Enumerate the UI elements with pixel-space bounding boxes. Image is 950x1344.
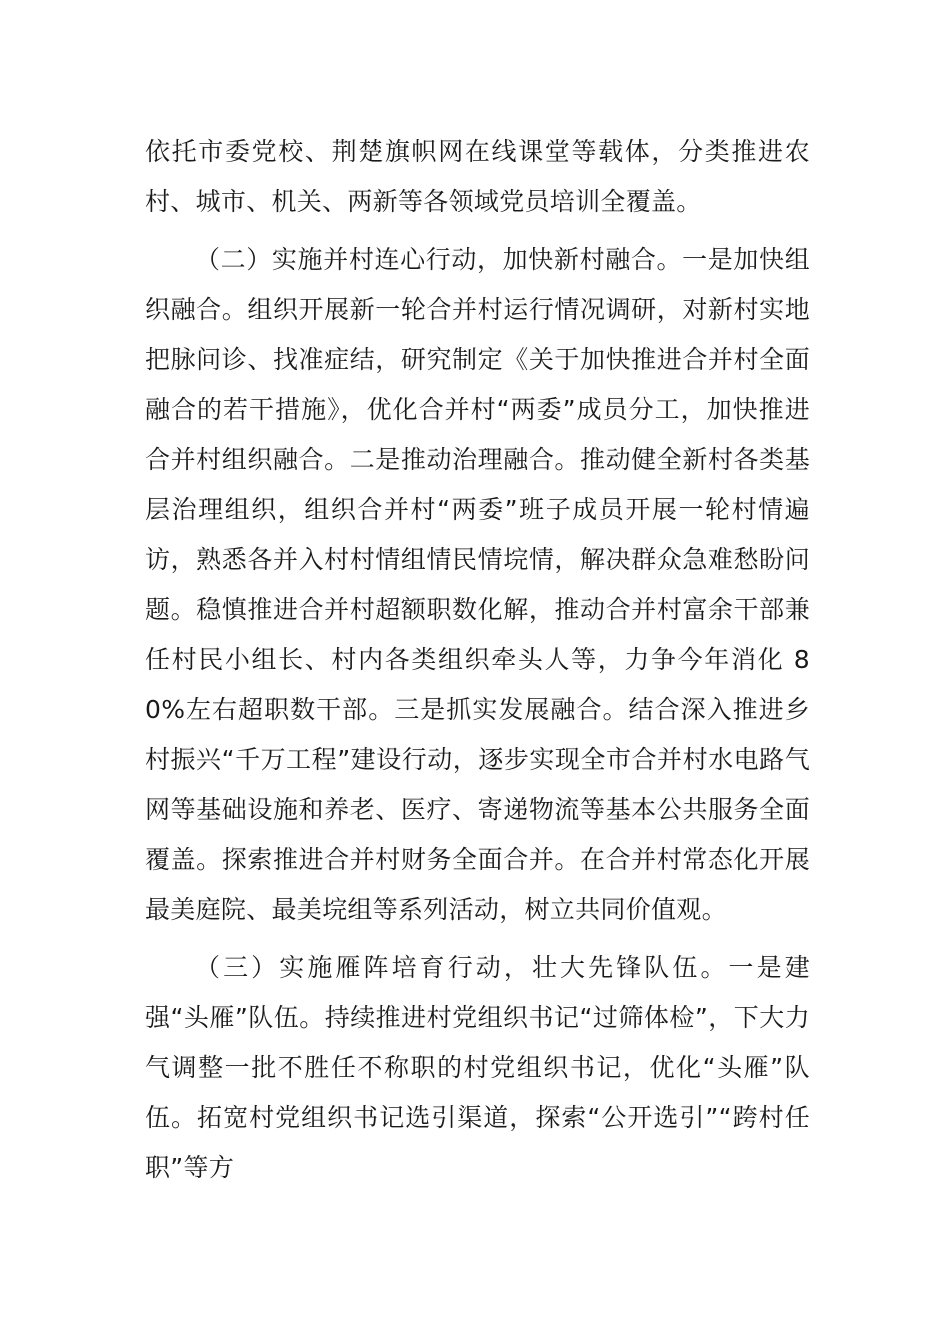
document-body <box>145 127 810 1201</box>
paragraph-section-3: （三）实施雁阵培育行动，壮大先锋队伍。一是建强“头雁”队伍。持续推进村党组织书记“过筛体检”，下大力气调整一批不胜任不称职的村党组织书记，优化“头雁”队伍。拓宽村党组织书记选引渠道，探索“公开选引”“跨村任职”等方 <box>145 953 810 1182</box>
paragraph-section-2: （二）实施并村连心行动，加快新村融合。一是加快组织融合。组织开展新一轮合并村运行情况调研，对新村实地把脉问诊、找准症结，研究制定《关于加快推进合并村全面融合的若干措施》，优化合并村“两委”成员分工，加快推进合并村组织融合。二是推动治理融合。推动健全新村各类基层治理组织，组织合并村“两委”班子成员开展一轮村情遍访，熟悉各并入村村情组情民情垸情，解决群众急难愁盼问题。稳慎推进合并村超额职数化解，推动合并村富余干部兼任村民小组长、村内各类组织牵头人等，力争今年消化 80%左右超职数干部。三是抓实发展融合。结合深入推进乡村振兴“千万工程”建设行动，逐步实现全市合并村水电路气网等基础设施和养老、医疗、寄递物流等基本公共服务全面覆盖。探索推进合并村财务全面合并。在合并村常态化开展最美庭院、最美垸组等系列活动，树立共同价值观。 <box>145 245 810 924</box>
paragraph-continuation: 依托市委党校、荆楚旗帜网在线课堂等载体，分类推进农村、城市、机关、两新等各领域党员培训全覆盖。 <box>145 137 810 216</box>
